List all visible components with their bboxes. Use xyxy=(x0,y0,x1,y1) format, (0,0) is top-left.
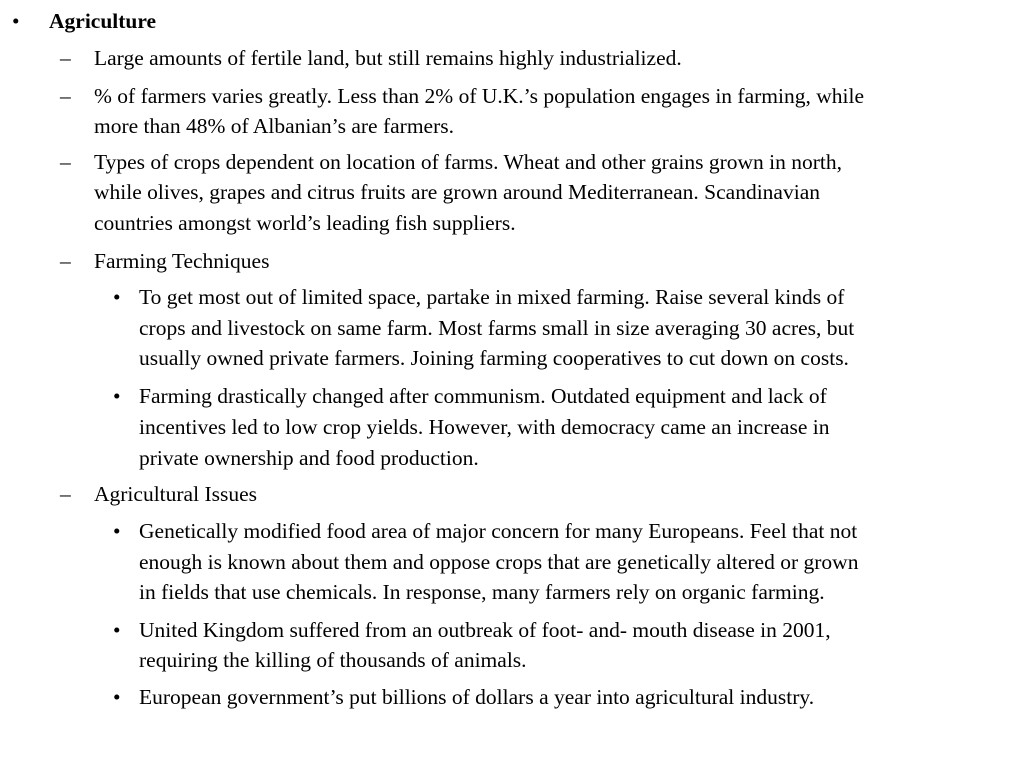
bullet-dot: • xyxy=(113,285,121,309)
bullet-dash: – xyxy=(60,249,71,273)
subitem-text: in fields that use chemicals. In response, many farmers rely on organic farming. xyxy=(139,580,825,604)
subitem-text: To get most out of limited space, partake in mixed farming. Raise several kinds of xyxy=(139,285,845,309)
item-text: Farming Techniques xyxy=(94,249,270,273)
subitem-text: private ownership and food production. xyxy=(139,446,479,470)
item-text: more than 48% of Albanian’s are farmers. xyxy=(94,114,454,138)
bullet-dash: – xyxy=(60,46,71,70)
item-text: Agricultural Issues xyxy=(94,482,258,506)
bullet-dash: – xyxy=(60,84,71,108)
subitem-text: enough is known about them and oppose crops that are genetically altered or grown xyxy=(139,550,859,574)
bullet-dot: • xyxy=(113,618,121,642)
subitem-text: incentives led to low crop yields. However, with democracy came an increase in xyxy=(139,415,830,439)
bullet-dash: – xyxy=(60,482,71,506)
bullet-dot: • xyxy=(113,519,121,543)
item-text: Types of crops dependent on location of farms. Wheat and other grains grown in north, xyxy=(94,150,843,174)
item-text: Large amounts of fertile land, but still remains highly industrialized. xyxy=(94,46,682,70)
subitem-text: European government’s put billions of dollars a year into agricultural industry. xyxy=(139,685,815,709)
subitem-text: United Kingdom suffered from an outbreak of foot- and- mouth disease in 2001, xyxy=(139,618,831,642)
subitem-text: requiring the killing of thousands of animals. xyxy=(139,648,527,672)
subitem-text: usually owned private farmers. Joining farming cooperatives to cut down on costs. xyxy=(139,346,849,370)
bullet-dot: • xyxy=(113,685,121,709)
item-text: % of farmers varies greatly. Less than 2% of U.K.’s population engages in farming, while xyxy=(94,84,865,108)
bullet-dot: • xyxy=(12,9,20,33)
subitem-text: Genetically modified food area of major concern for many Europeans. Feel that not xyxy=(139,519,858,543)
item-text: countries amongst world’s leading fish suppliers. xyxy=(94,211,516,235)
subitem-text: Farming drastically changed after communism. Outdated equipment and lack of xyxy=(139,384,827,408)
subitem-text: crops and livestock on same farm. Most farms small in size averaging 30 acres, but xyxy=(139,316,855,340)
bullet-dash: – xyxy=(60,150,71,174)
bullet-dot: • xyxy=(113,384,121,408)
item-text: while olives, grapes and citrus fruits are grown around Mediterranean. Scandinavian xyxy=(94,180,820,204)
section-heading: Agriculture xyxy=(49,9,157,33)
